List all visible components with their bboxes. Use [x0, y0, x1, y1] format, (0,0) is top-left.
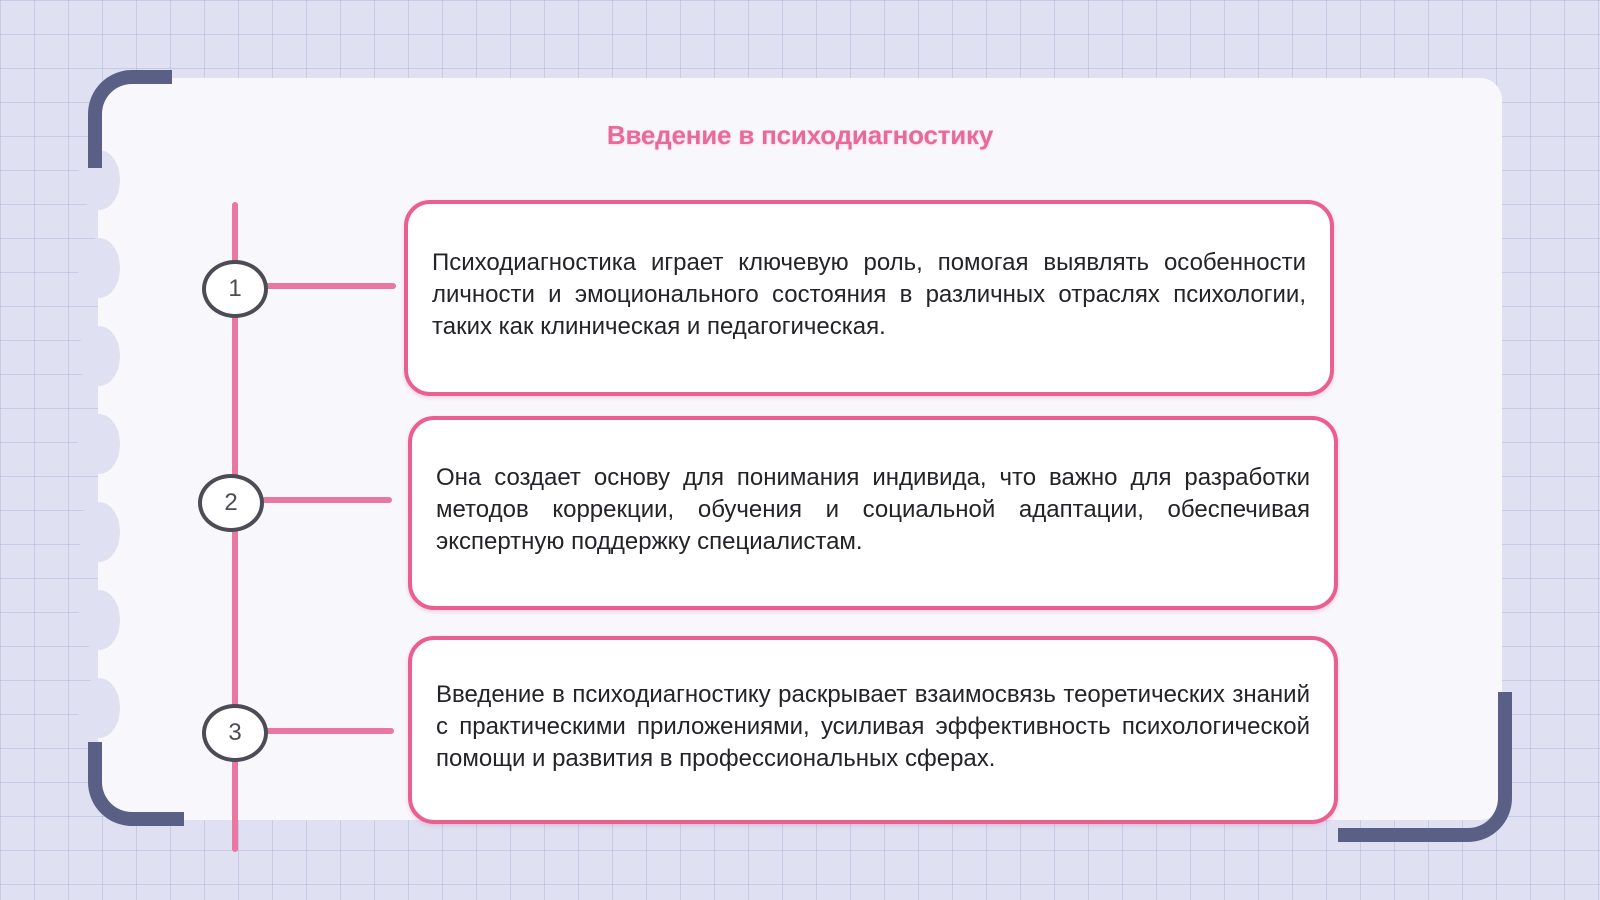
step-marker-1 — [202, 260, 268, 318]
slide-title: Введение в психодиагностику — [606, 120, 994, 150]
step-text: Психодиагностика играет ключевую роль, помогая выявлять особенности личности и эмоционального состояния в различных отраслях психологии, таких как клиническая и педагогическая. — [432, 249, 1306, 340]
step-text: Она создает основу для понимания индивида, что важно для разработки методов коррекции, обучения и социальной адаптации, обеспечивая экспертную поддержку специалистам. — [436, 464, 1310, 555]
card-notch — [78, 238, 120, 298]
step-text: Введение в психодиагностику раскрывает взаимосвязь теоретических знаний с практическими приложениями, усиливая эффективность психологической помощи и развития в профессиональных сферах. — [436, 681, 1310, 772]
card-notch — [78, 590, 120, 650]
connector-3 — [264, 728, 394, 734]
corner-bracket-top-left — [88, 70, 172, 168]
step-box-2 — [408, 416, 1338, 610]
step-marker-3 — [202, 704, 268, 762]
step-marker-2 — [198, 474, 264, 532]
step-number: 2 — [224, 489, 238, 516]
step-box-1 — [404, 200, 1334, 396]
step-box-3 — [408, 636, 1338, 824]
connector-2 — [262, 497, 392, 503]
card-notch — [78, 414, 120, 474]
step-number: 3 — [228, 719, 242, 746]
card-notch — [78, 326, 120, 386]
step-number: 1 — [228, 275, 242, 302]
card-notch — [78, 502, 120, 562]
corner-bracket-bottom-right — [1338, 692, 1512, 842]
card-notch — [78, 678, 120, 738]
connector-1 — [264, 283, 396, 289]
corner-bracket-bottom-left — [88, 742, 184, 826]
